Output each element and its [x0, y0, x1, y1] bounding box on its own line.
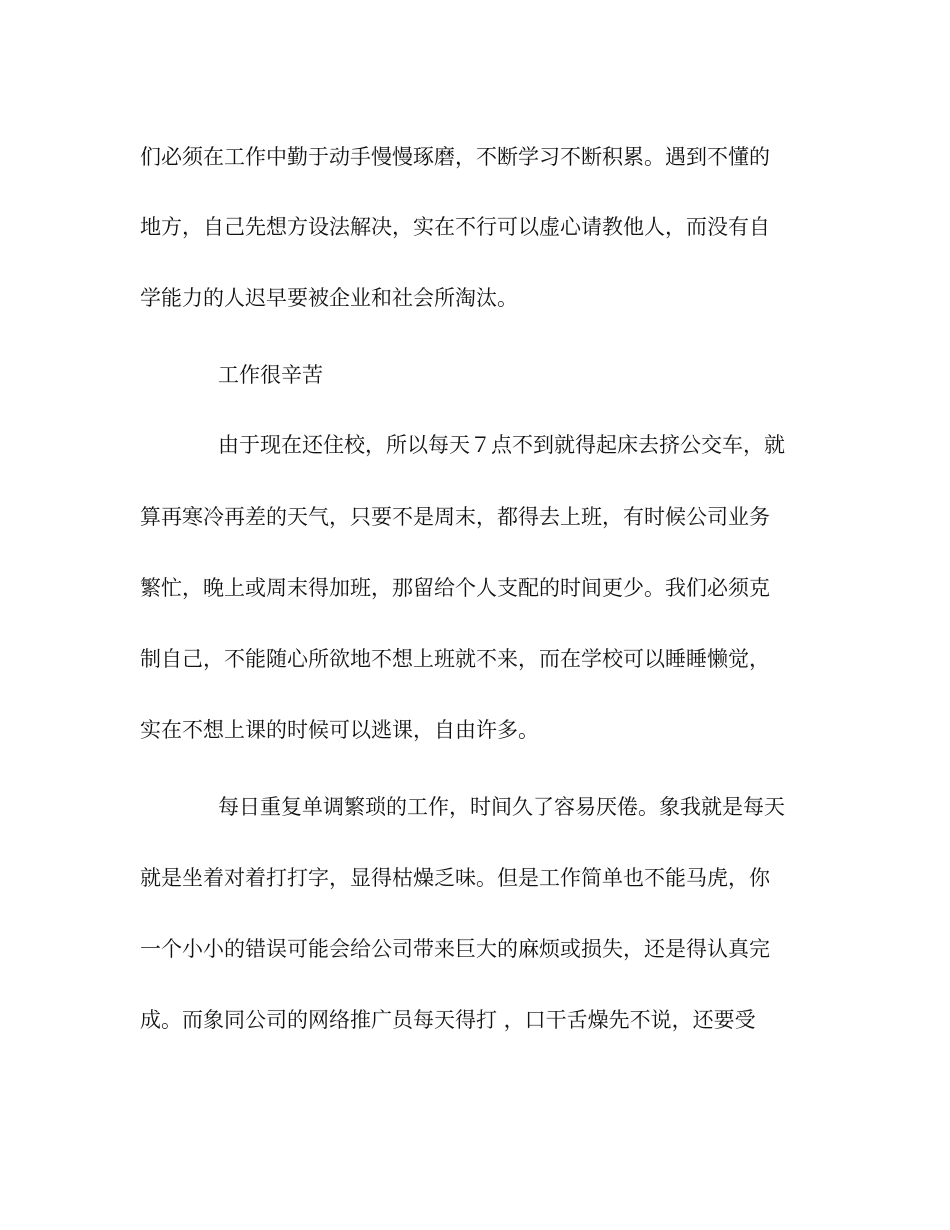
text-line: 实在不想上课的时候可以逃课，自由许多。	[140, 718, 539, 742]
text-line: 繁忙，晚上或周末得加班，那留给个人支配的时间更少。我们必须克	[140, 576, 770, 600]
text-line: 地方，自己先想方设法解决，实在不行可以虚心请教他人，而没有自	[140, 215, 770, 239]
text-line: 成。而象同公司的网络推广员每天得打 ，口干舌燥先不说，还要受	[140, 1008, 756, 1032]
text-line: 每日重复单调繁琐的工作，时间久了容易厌倦。象我就是每天	[218, 795, 785, 819]
text-line: 算再寒冷再差的天气，只要不是周末，都得去上班，有时候公司业务	[140, 505, 770, 529]
text-line: 由于现在还住校，所以每天７点不到就得起床去挤公交车，就	[218, 433, 785, 457]
text-line: 学能力的人迟早要被企业和社会所淘汰。	[140, 286, 518, 310]
text-line: 一个小小的错误可能会给公司带来巨大的麻烦或损失，还是得认真完	[140, 937, 770, 961]
text-line: 就是坐着对着打打字，显得枯燥乏味。但是工作简单也不能马虎，你	[140, 866, 770, 890]
text-line: 制自己，不能随心所欲地不想上班就不来，而在学校可以睡睡懒觉，	[140, 647, 770, 671]
section-heading: 工作很辛苦	[218, 363, 323, 387]
text-line: 们必须在工作中勤于动手慢慢琢磨，不断学习不断积累。遇到不懂的	[140, 145, 770, 169]
